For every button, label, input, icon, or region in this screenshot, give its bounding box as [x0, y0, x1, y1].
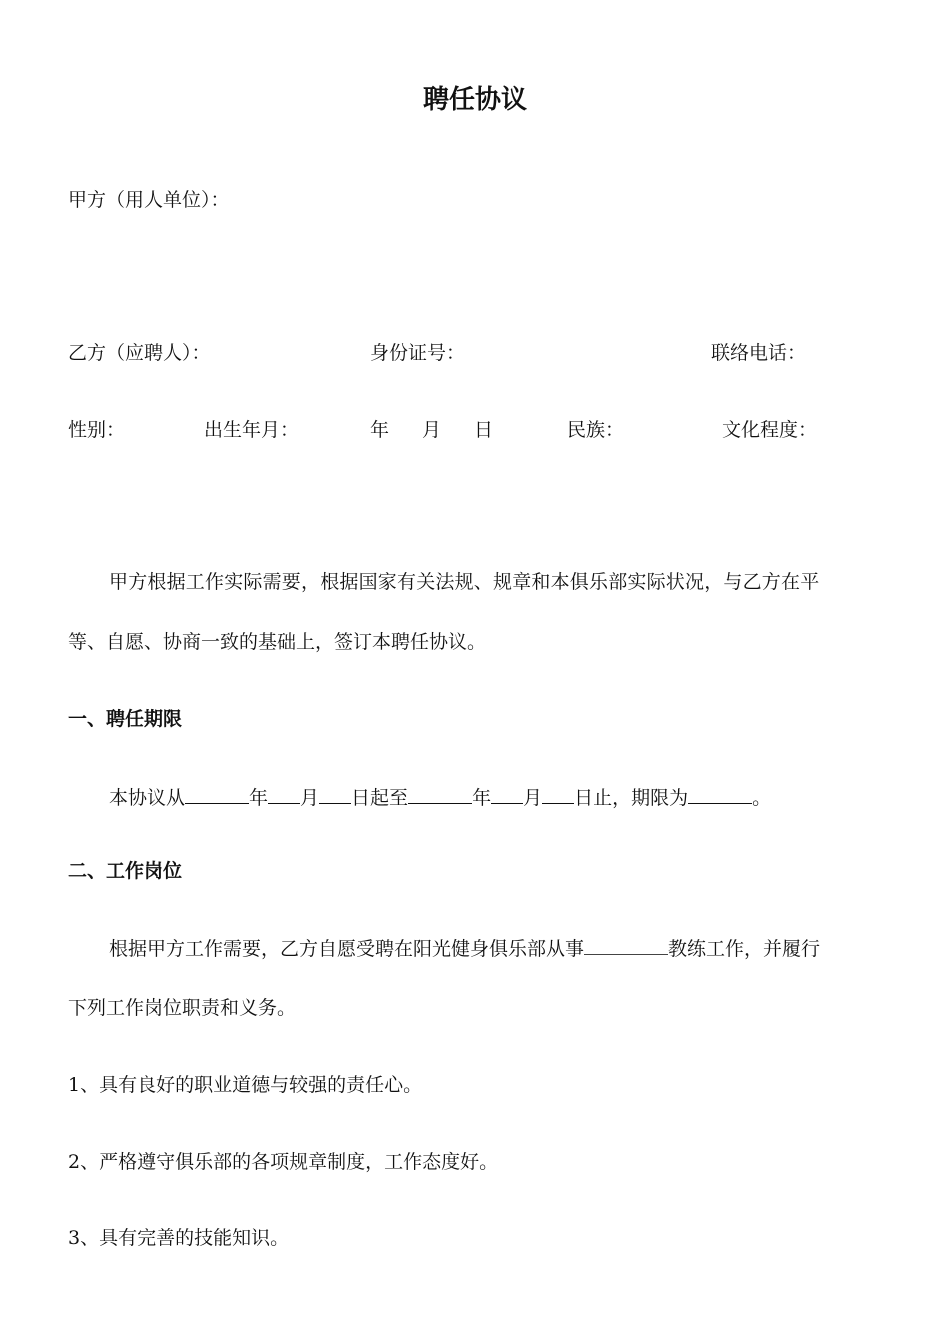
position-text-a: 根据甲方工作需要，乙方自愿受聘在阳光健身俱乐部从事: [109, 938, 585, 960]
position-line-2: 下列工作岗位职责和义务。: [68, 997, 297, 1019]
term-text-end: 日止，期限为: [574, 787, 689, 809]
intro-line-2: 等、自愿、协商一致的基础上，签订本聘任协议。: [68, 631, 487, 653]
term-text-year-2: 年: [472, 787, 492, 809]
id-number-label: 身份证号：: [370, 342, 466, 364]
coach-type-blank[interactable]: [584, 936, 668, 955]
term-text-from: 本协议从: [109, 787, 186, 809]
end-month-blank[interactable]: [491, 785, 523, 804]
duty-item: 2、严格遵守俱乐部的各项规章制度，工作态度好。: [68, 1151, 499, 1173]
page-title: 聘任协议: [422, 85, 527, 115]
birth-label: 出生年月：: [204, 419, 300, 441]
section-1-heading: 一、聘任期限: [68, 708, 183, 730]
phone-label: 联络电话：: [711, 342, 807, 364]
birth-day-unit: 日: [474, 419, 494, 441]
term-text-until: 日起至: [351, 787, 409, 809]
section-2-heading: 二、工作岗位: [68, 860, 183, 882]
education-label: 文化程度：: [722, 419, 818, 441]
ethnicity-label: 民族：: [567, 419, 625, 441]
start-year-blank[interactable]: [185, 785, 249, 804]
term-text-period: 。: [752, 787, 772, 809]
position-text-b: 教练工作，并履行: [668, 938, 821, 960]
term-text-month-1: 月: [300, 787, 320, 809]
position-sentence: [109, 936, 820, 961]
party-b-label: 乙方（应聘人）：: [68, 342, 211, 364]
term-text-year-1: 年: [249, 787, 269, 809]
duty-item: 3、具有完善的技能知识。: [68, 1227, 290, 1249]
party-a-label: 甲方（用人单位）：: [68, 189, 230, 211]
intro-line-1: 甲方根据工作实际需要，根据国家有关法规、规章和本俱乐部实际状况，与乙方在平: [109, 571, 820, 593]
gender-label: 性别：: [68, 419, 126, 441]
start-day-blank[interactable]: [319, 785, 351, 804]
term-text-month-2: 月: [523, 787, 543, 809]
start-month-blank[interactable]: [268, 785, 300, 804]
birth-month-unit: 月: [422, 419, 442, 441]
term-sentence: [109, 785, 771, 810]
end-day-blank[interactable]: [542, 785, 574, 804]
duty-item: 1、具有良好的职业道德与较强的责任心。: [68, 1074, 423, 1096]
end-year-blank[interactable]: [408, 785, 472, 804]
duration-blank[interactable]: [688, 785, 752, 804]
birth-year-unit: 年: [370, 419, 390, 441]
